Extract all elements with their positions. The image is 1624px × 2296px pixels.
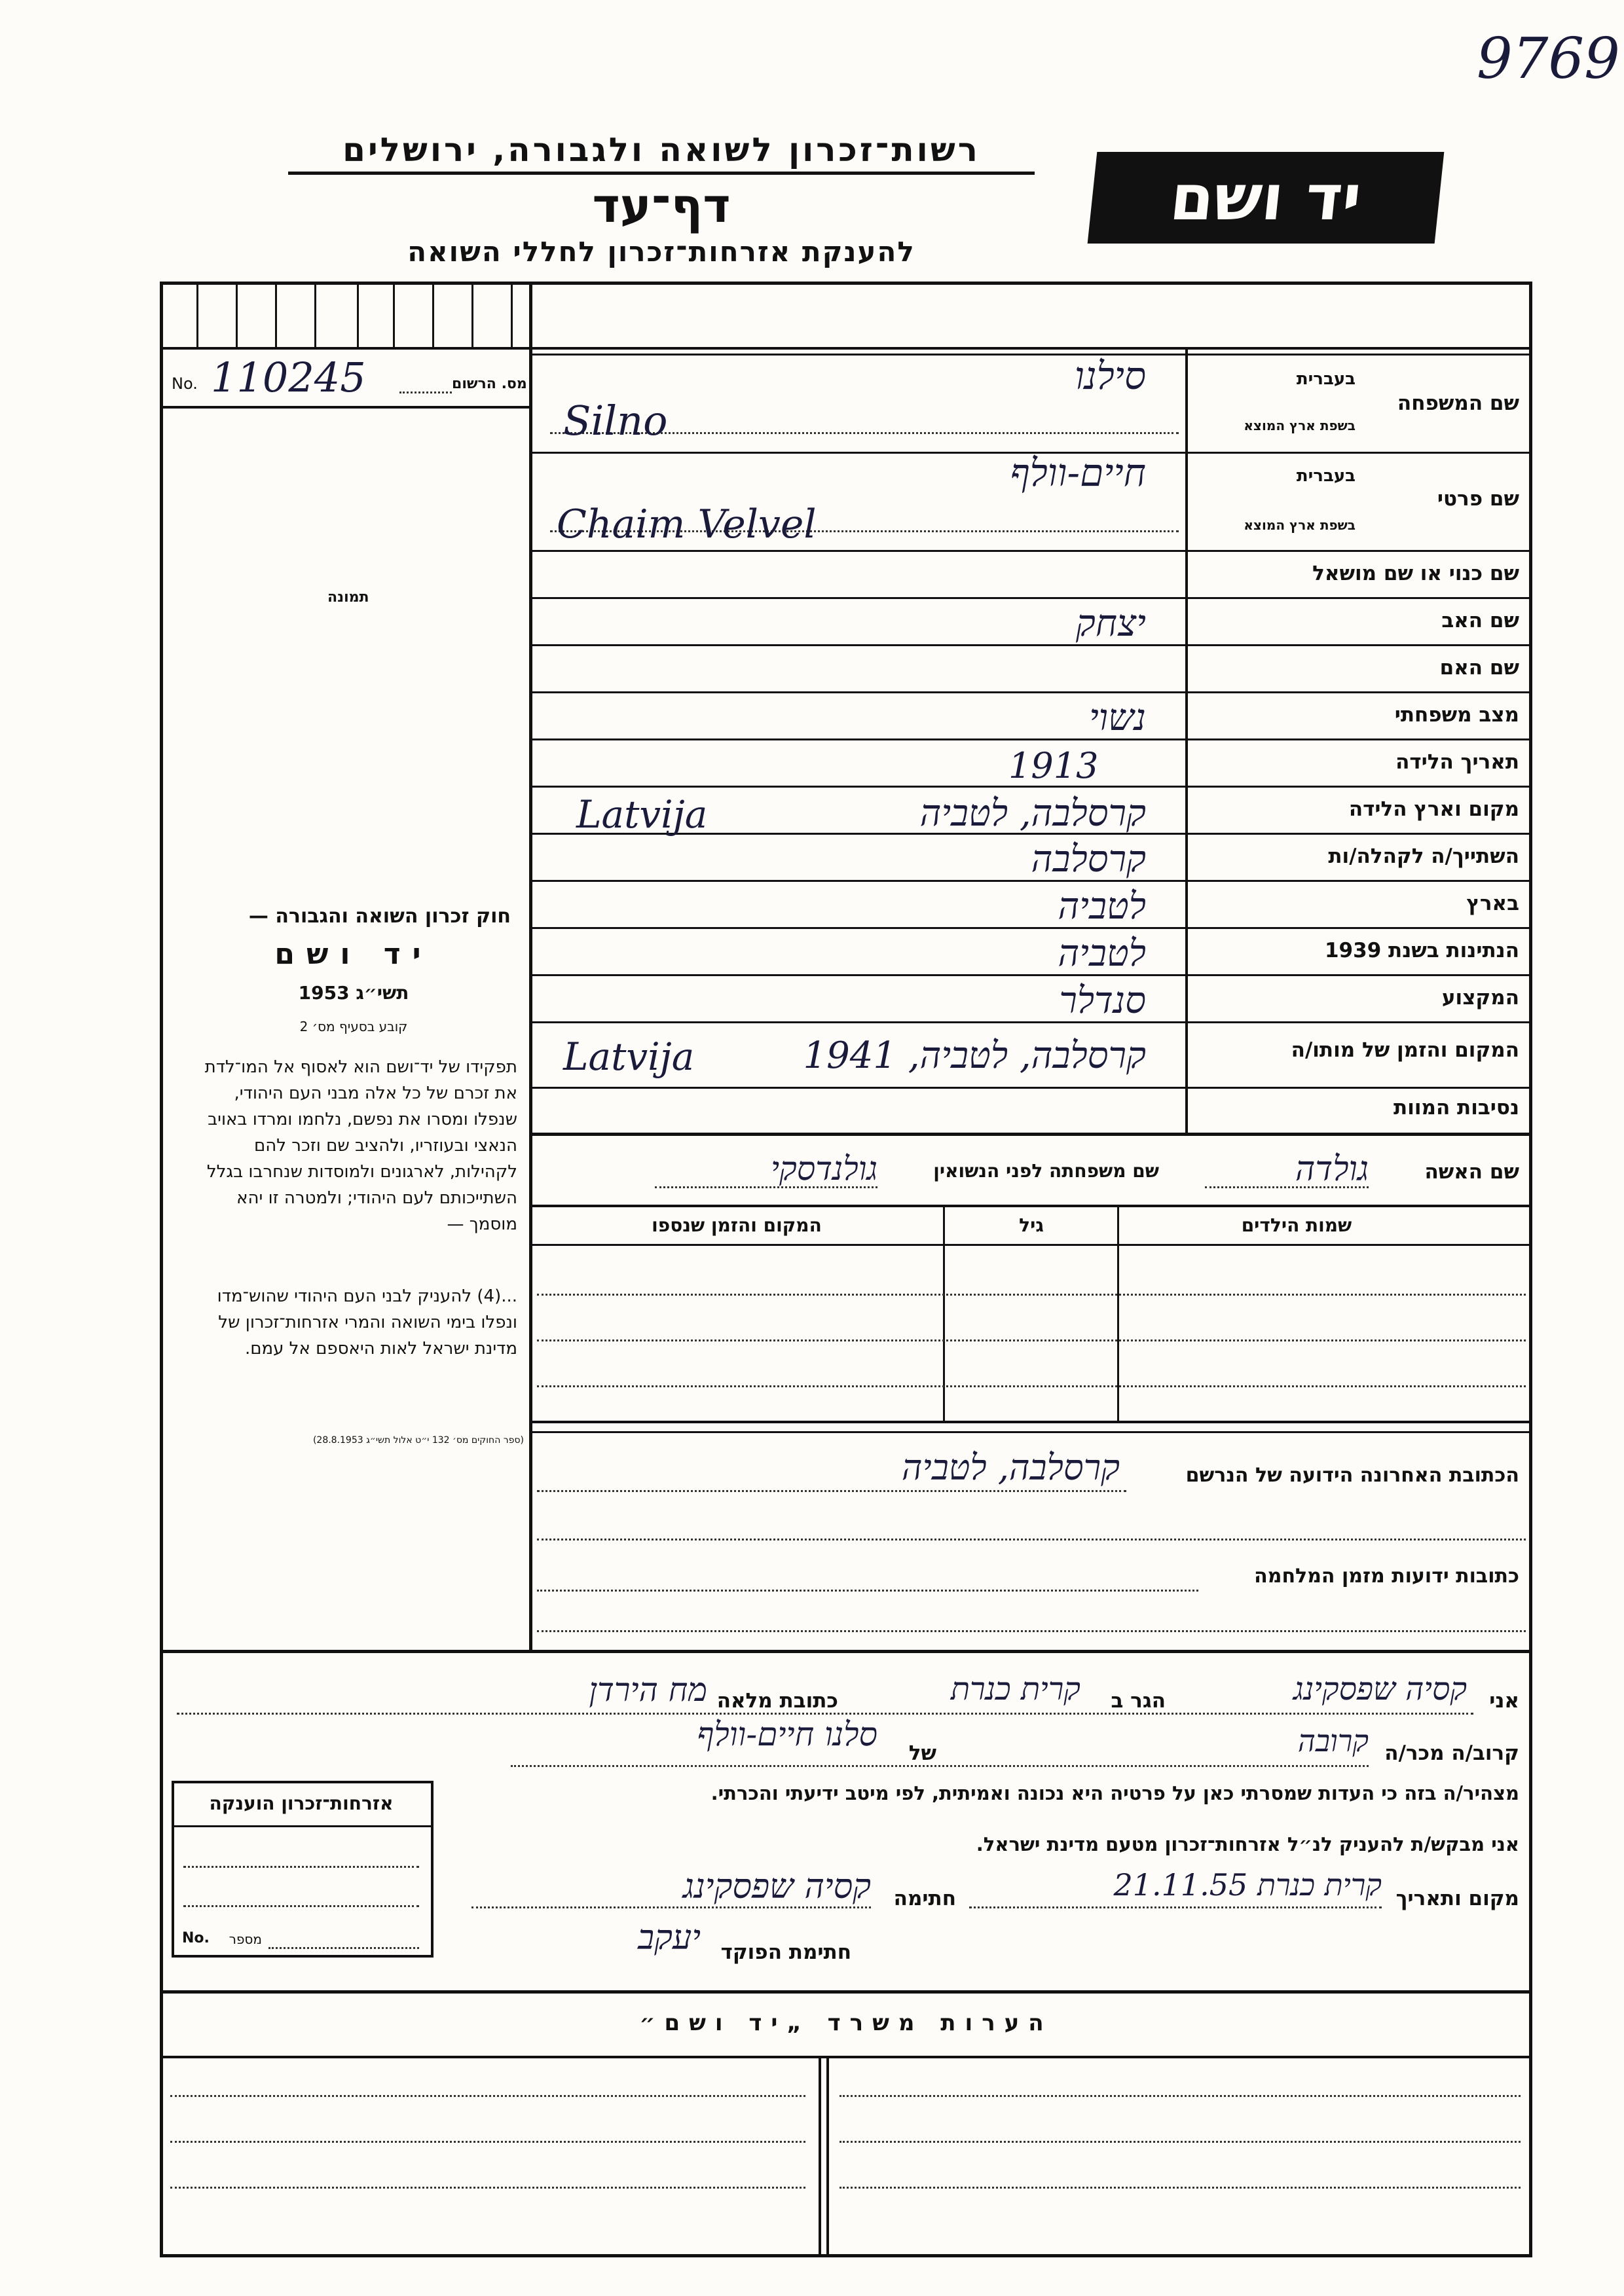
birth-place-label: מקום וארץ הלידה [1348, 797, 1519, 821]
law-title: חוק זכרון השואה והגבורה — [248, 905, 511, 928]
declarant-relation-label: קרוב/ה מכר/ה [1384, 1741, 1519, 1765]
first-name-hebrew: חיים-וולף [1010, 450, 1146, 495]
authority-title: רשות־זכרון לשואה ולגבורה, ירושלים [288, 131, 1035, 175]
registration-number: 110245 [211, 354, 366, 401]
children-age-header: גיל [1019, 1214, 1044, 1236]
law-section: קובע בסעיף מס׳ 2 [299, 1019, 408, 1034]
wartime-address-label: כתובות ידועות מזמן המלחמה [1254, 1565, 1519, 1588]
marital-value: נשוי [1089, 697, 1146, 739]
wife-maiden-value: גולנדסקי [770, 1150, 877, 1188]
death-value: קרסלבה, לטביה, 1941 [803, 1034, 1146, 1077]
place-date-value: קרית כנרת 21.11.55 [1113, 1867, 1382, 1903]
family-name-hebrew: סילנו [1074, 354, 1146, 398]
citizenship-label: הנתינות בשנת 1939 [1324, 939, 1519, 962]
community-value: קרסלבה [1031, 838, 1146, 881]
family-name-sub-local: בשפת ארץ המוצא [1244, 418, 1356, 433]
declarant-resides: קרית כנרת [950, 1671, 1080, 1707]
official-signature-label: חתימת הפוקד [720, 1941, 851, 1964]
declarant-resides-label: הגר ב [1111, 1689, 1166, 1713]
citizenship-value: לטביה [1058, 932, 1146, 975]
official-signature: יעקב [638, 1918, 701, 1958]
declarant-address: מח הירדן [589, 1671, 707, 1709]
last-address-value: קרסלבה, לטביה [901, 1447, 1120, 1488]
signature-value: קסיה שפסקינג [682, 1867, 871, 1906]
birth-date-label: תאריך הלידה [1395, 750, 1519, 774]
first-name-label: שם פרטי [1437, 487, 1519, 511]
form-subtitle: להענקת אזרחות־זכרון לחללי השואה [407, 236, 915, 268]
request-text: אני מבקש/ת להעניק לנ״ל אזרחות־זכרון מטעם מדינת ישראל. [976, 1833, 1519, 1855]
form-title: דף־עד [592, 178, 731, 233]
citizenship-box-number-label: מספר [229, 1931, 262, 1947]
wife-label: שם האשה [1424, 1160, 1519, 1184]
photo-label: תמונה [327, 589, 369, 606]
wife-value: גולדה [1295, 1150, 1369, 1189]
birth-date-value: 1913 [1008, 745, 1099, 786]
declarant-of-label: של [908, 1741, 936, 1765]
community-label: השתייך/ה לקהלה/ות [1328, 845, 1519, 868]
country-label: בארץ [1466, 892, 1519, 915]
declarant-relation: קרובה [1297, 1723, 1369, 1758]
birth-place-latin: Latvija [576, 792, 708, 837]
father-value: יצחק [1075, 602, 1146, 645]
nickname-label: שם כנוי או שם מושאל [1312, 562, 1519, 585]
first-name-latin: Chaim Velvel [557, 501, 817, 547]
citizenship-box-title: אזרחות־זכרון הוענקה [209, 1793, 394, 1814]
profession-value: סנדלר [1059, 979, 1146, 1022]
signature-label: חתימה [893, 1887, 956, 1910]
country-value: לטביה [1058, 885, 1146, 928]
first-name-sub-local: בשפת ארץ המוצא [1244, 517, 1356, 533]
place-date-label: מקום ותאריך [1395, 1887, 1519, 1910]
marital-label: מצב משפחתי [1394, 703, 1519, 727]
death-latin: Latvija [563, 1034, 695, 1079]
children-place-header: המקום והזמן שנספו [652, 1214, 822, 1236]
mother-label: שם האם [1439, 656, 1519, 680]
wife-maiden-label: שם משפחתה לפני הנשואין [933, 1160, 1159, 1182]
archive-number: 9769 [1477, 26, 1620, 92]
registration-label: מס. הרשום [452, 376, 527, 392]
law-citation: (ספר החוקים מס׳ 132 י״ט אלול תשי״ג 28.8.1953) [312, 1435, 524, 1446]
declarant-ani-label: אני [1489, 1689, 1519, 1713]
birth-place-value: קרסלבה, לטביה [919, 792, 1146, 835]
law-paragraph-2: ...(4) להעניק לבני העם היהודי שהוש־מדו ונפלו בימי השואה והמרי אזרחות־זכרון של מדינת ישראל לאות היאספם אל עמם. [217, 1286, 517, 1358]
law-year: תשי״ג 1953 [298, 982, 409, 1004]
death-circumstances-label: נסיבות המוות [1393, 1096, 1519, 1120]
family-name-latin: Silno [563, 397, 668, 445]
last-address-label: הכתובת האחרונה הידועה של הנרשם [1185, 1464, 1519, 1487]
children-names-header: שמות הילדים [1241, 1214, 1352, 1236]
profession-label: המקצוע [1441, 986, 1519, 1010]
declaration-text: מצהיר/ה בזה כי העדות שמסרתי כאן על פרטיה היא נכונה ואמיתית, לפי מיטב ידיעתי והכרתי. [710, 1782, 1519, 1804]
first-name-sub-hebrew: בעברית [1296, 466, 1356, 486]
yad-vashem-logo: יד ושם [1088, 152, 1445, 244]
father-label: שם האב [1441, 609, 1519, 632]
declarant-address-label: כתובת מלאה [716, 1689, 838, 1713]
notes-title: הערות משרד „יד ושם״ [639, 2010, 1053, 2036]
declarant-of-name: סלנו חיים-וולף [697, 1715, 877, 1753]
law-name: יד ושם [274, 938, 433, 971]
family-name-sub-hebrew: בעברית [1296, 369, 1356, 389]
death-label: המקום והזמן של מותו/ה [1291, 1038, 1519, 1062]
family-name-label: שם המשפחה [1397, 392, 1519, 415]
citizenship-box-no: No. [182, 1930, 210, 1946]
declarant-name: קסיה שפסקינג [1293, 1671, 1467, 1707]
law-paragraph-1: תפקידו של יד־ושם הוא לאסוף אל המו־לדת את זכרם של כל אלה מבני העם היהודי, שנפלו ומסרו את נפשם, נלחמו ומרדו באויב הנאצי ובעוזריו, ולהציב שם וזכר להם לקהילות, לארגונים ולמוסדות שנחרבו בגלל השתייכותם לעם היהודי; ולמטרה זו יהא מוסמך — [204, 1057, 517, 1234]
registration-no-label: No. [172, 374, 198, 393]
